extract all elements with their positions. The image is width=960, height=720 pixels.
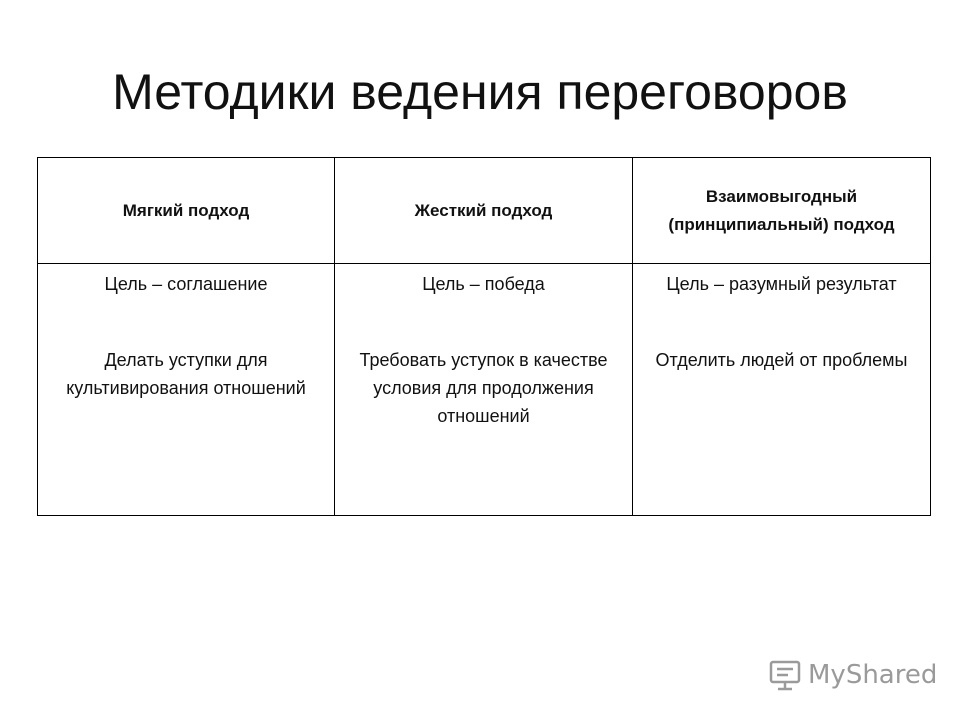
watermark-text: MyShared (808, 660, 938, 690)
goal-text: Цель – победа (422, 274, 545, 294)
myshared-watermark (768, 655, 937, 695)
slide-title: Методики ведения переговоров (112, 64, 848, 120)
header-soft-approach: Мягкий подход (38, 158, 335, 264)
goal-text: Цель – разумный результат (666, 274, 897, 294)
header-hard-approach: Жесткий подход (335, 158, 633, 264)
strategy-text: Делать уступки для культивирования отношений (66, 350, 306, 398)
cell-hard-approach (335, 264, 633, 516)
comparison-table (37, 157, 931, 516)
goal-text: Цель – соглашение (104, 274, 268, 294)
cell-soft-approach (38, 264, 335, 516)
header-principled-approach: Взаимовыгодный (принципиальный) подход (633, 158, 931, 264)
cell-principled-approach (633, 264, 931, 516)
table-row (38, 264, 931, 516)
strategy-text: Отделить людей от проблемы (655, 350, 908, 370)
presentation-icon (768, 658, 802, 692)
table-header-row (38, 158, 931, 264)
strategy-text: Требовать уступок в качестве условия для продолжения отношений (359, 350, 608, 426)
